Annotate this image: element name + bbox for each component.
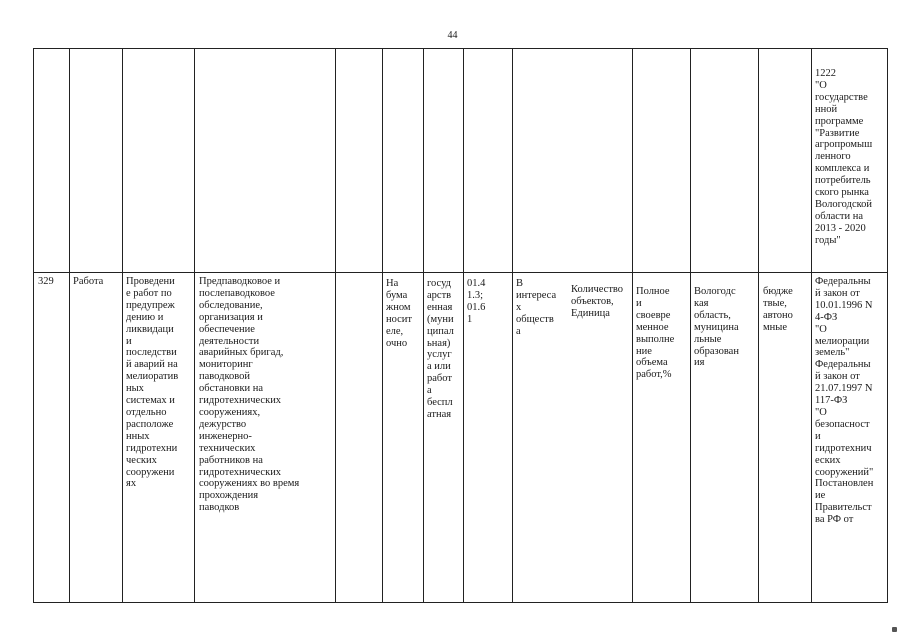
- cell-okved-code: 01.4 1.3; 01.6 1: [467, 278, 486, 325]
- cell-legal-basis: Федеральны й закон от 10.01.1996 N 4-ФЗ "О мелиорации земель" Федеральны й закон от 21.07.1997 N 117-ФЗ "О безопасност и гидротехнич еских сооружений" Постановлен ие Правительст ва РФ от: [815, 276, 874, 526]
- col-border: [423, 48, 424, 603]
- page-number: 44: [447, 30, 458, 41]
- col-border: [382, 48, 383, 603]
- cell-delivery-form: На бума жном носит еле, очно: [386, 278, 412, 349]
- col-border-left: [33, 48, 34, 603]
- col-border: [811, 48, 812, 603]
- col-border: [335, 48, 336, 603]
- cell-in-interest-of: В интереса х обществ а: [516, 278, 557, 337]
- cell-institution-types: бюдже твые, автоно мные: [763, 286, 793, 333]
- col-border: [690, 48, 691, 603]
- cell-row-number: 329: [38, 276, 54, 287]
- cell-authority: Вологодс кая область, муницина льные образован ия: [694, 286, 739, 369]
- scan-mark: [892, 627, 897, 632]
- col-border: [758, 48, 759, 603]
- cell-quality-indicator: Полное и своевре менное выполне ние объема работ,%: [636, 286, 675, 381]
- cell-work-content: Предпаводковое и послепаводковое обследование, организация и обеспечение деятельности аварийных бригад, мониторинг паводковой обстановки на гидротехнических сооружениях, дежурство инженерно- технических работников на гидротехнических сооружениях во время прохождения паводков: [199, 276, 300, 514]
- col-border: [69, 48, 70, 603]
- cell-service-name: Проведени е работ по предупреж дению и ликвидаци и последстви й аварий на мелиоратив ных системах и отдельно расположе нных гидротехни ческих сооружени ях: [126, 276, 179, 490]
- cell-payment-type: госуд арств енная (муни ципал ьная) услуг а или работ а беспл атная: [427, 278, 454, 420]
- registry-table: [33, 48, 888, 603]
- row-divider: [33, 272, 888, 273]
- col-border: [512, 48, 513, 603]
- col-border: [632, 48, 633, 603]
- legal-basis-continuation: 1222 "О государстве нной программе "Развитие агропромыш ленного комплекса и потребитель ского рынка Вологодской области на 2013 - 2020 годы": [815, 68, 873, 246]
- table-bottom-border: [33, 602, 888, 603]
- col-border: [194, 48, 195, 603]
- col-border: [463, 48, 464, 603]
- cell-volume-indicator: Количество объектов, Единица: [571, 284, 624, 319]
- col-border-right: [887, 48, 888, 603]
- cell-type: Работа: [73, 276, 104, 287]
- table-top-border: [33, 48, 888, 49]
- col-border: [122, 48, 123, 603]
